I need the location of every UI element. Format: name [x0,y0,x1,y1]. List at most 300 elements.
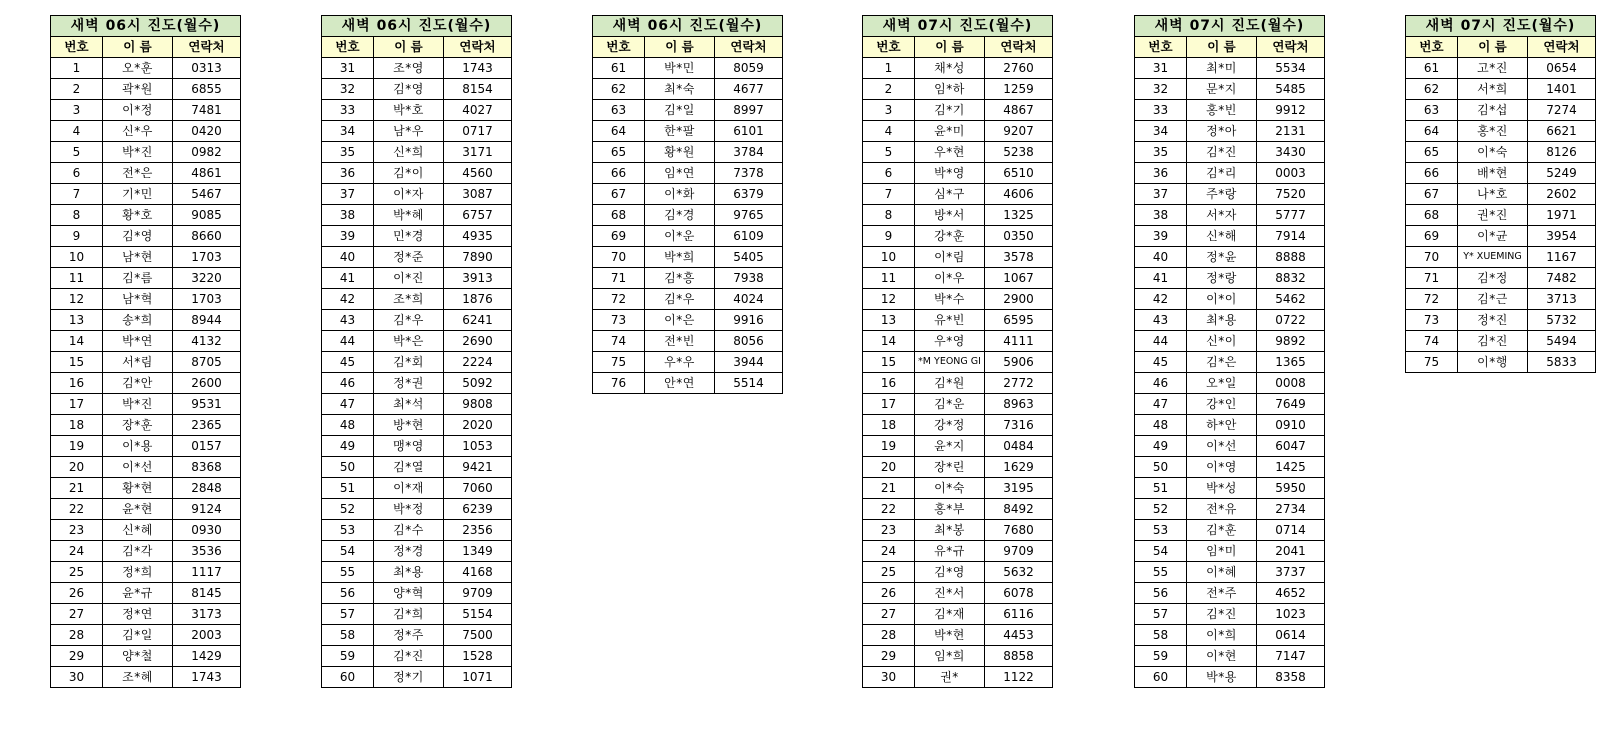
row-name: 최*용 [374,562,444,583]
row-name: 박*혜 [374,205,444,226]
table-row [1406,331,1596,352]
row-name: 김*경 [645,205,715,226]
row-number: 60 [1135,667,1187,688]
table-row [1135,583,1325,604]
table-row [51,541,241,562]
row-number: 17 [51,394,103,415]
row-contact: 5238 [985,142,1053,163]
row-contact: 9085 [173,205,241,226]
row-number: 62 [1406,79,1458,100]
table-row [51,142,241,163]
row-name: 서*자 [1187,205,1257,226]
row-name: 김*리 [1187,163,1257,184]
row-number: 62 [593,79,645,100]
table-row [1406,100,1596,121]
row-number: 70 [593,247,645,268]
table-row [863,142,1053,163]
row-contact: 8145 [173,583,241,604]
row-number: 8 [51,205,103,226]
row-name: 김*일 [645,100,715,121]
row-name: 방*서 [915,205,985,226]
row-number: 76 [593,373,645,394]
table-row [863,268,1053,289]
column-header-contact: 연락처 [444,37,512,58]
table-row [593,142,783,163]
table-row [51,205,241,226]
row-number: 30 [51,667,103,688]
table-row [1135,352,1325,373]
row-contact: 4027 [444,100,512,121]
table-row [322,58,512,79]
row-contact: 4560 [444,163,512,184]
row-name: 전*주 [1187,583,1257,604]
row-name: 강*인 [1187,394,1257,415]
table-row [322,646,512,667]
row-name: 김*진 [374,646,444,667]
row-contact: 3784 [715,142,783,163]
row-number: 58 [322,625,374,646]
row-number: 60 [322,667,374,688]
table-row [1135,373,1325,394]
row-name: 한*팔 [645,121,715,142]
row-number: 28 [51,625,103,646]
row-number: 50 [322,457,374,478]
row-contact: 2600 [173,373,241,394]
table-row [51,247,241,268]
row-name: 신*혜 [103,520,173,541]
row-number: 59 [1135,646,1187,667]
column-header-number: 번호 [1135,37,1187,58]
row-name: 황*호 [103,205,173,226]
row-name: 오*훈 [103,58,173,79]
table-row [863,478,1053,499]
row-number: 56 [322,583,374,604]
row-name: 이*선 [103,457,173,478]
row-contact: 8944 [173,310,241,331]
table-row [863,457,1053,478]
row-number: 71 [1406,268,1458,289]
table-row [322,625,512,646]
table-row [863,205,1053,226]
row-contact: 3220 [173,268,241,289]
table-row [863,100,1053,121]
row-contact: 6510 [985,163,1053,184]
row-number: 36 [1135,163,1187,184]
row-name: 이*선 [1187,436,1257,457]
row-number: 46 [322,373,374,394]
row-contact: 8858 [985,646,1053,667]
table-row [322,499,512,520]
row-number: 45 [1135,352,1187,373]
table-row [51,646,241,667]
table-row [322,163,512,184]
column-header-contact: 연락처 [985,37,1053,58]
roster-table [1134,15,1325,688]
table-row [863,499,1053,520]
row-contact: 9808 [444,394,512,415]
row-number: 3 [863,100,915,121]
row-number: 68 [1406,205,1458,226]
row-contact: 6595 [985,310,1053,331]
row-contact: 3944 [715,352,783,373]
table-row [322,562,512,583]
row-number: 1 [51,58,103,79]
row-name: 김*회 [374,352,444,373]
table-row [322,184,512,205]
row-name: 이*영 [1187,457,1257,478]
row-name: 정*주 [374,625,444,646]
row-name: 이*운 [645,226,715,247]
row-number: 4 [51,121,103,142]
row-number: 18 [51,415,103,436]
table-row [322,268,512,289]
row-number: 68 [593,205,645,226]
row-name: 전*빈 [645,331,715,352]
row-name: 곽*원 [103,79,173,100]
row-contact: 9709 [444,583,512,604]
column-header-number: 번호 [51,37,103,58]
row-number: 74 [1406,331,1458,352]
row-number: 51 [1135,478,1187,499]
row-name: 조*희 [374,289,444,310]
row-contact: 3913 [444,268,512,289]
row-name: 박*정 [374,499,444,520]
row-number: 49 [322,436,374,457]
row-contact: 1067 [985,268,1053,289]
row-name: 김*우 [645,289,715,310]
row-contact: 5833 [1528,352,1596,373]
row-contact: 4168 [444,562,512,583]
table-row [322,205,512,226]
row-name: 이*진 [374,268,444,289]
row-number: 11 [863,268,915,289]
row-number: 1 [863,58,915,79]
row-name: 강*훈 [915,226,985,247]
row-contact: 6757 [444,205,512,226]
roster-table [1405,15,1596,373]
row-number: 44 [1135,331,1187,352]
row-number: 36 [322,163,374,184]
row-contact: 1325 [985,205,1053,226]
column-header-row [51,37,241,58]
row-contact: 6116 [985,604,1053,625]
row-contact: 1971 [1528,205,1596,226]
column-header-name: 이 름 [645,37,715,58]
row-contact: 4867 [985,100,1053,121]
row-name: 김*수 [374,520,444,541]
row-number: 33 [1135,100,1187,121]
row-name: 김*원 [915,373,985,394]
row-contact: 3713 [1528,289,1596,310]
row-number: 55 [322,562,374,583]
row-number: 42 [322,289,374,310]
table-row [1135,205,1325,226]
row-number: 51 [322,478,374,499]
row-number: 37 [1135,184,1187,205]
row-name: 박*민 [645,58,715,79]
row-name: 김*진 [1187,604,1257,625]
row-name: 권* [915,667,985,688]
row-name: 임*하 [915,79,985,100]
table-row [51,436,241,457]
table-row [1406,163,1596,184]
row-contact: 5494 [1528,331,1596,352]
row-number: 12 [51,289,103,310]
row-contact: 1365 [1257,352,1325,373]
row-contact: 7060 [444,478,512,499]
row-name: 이*림 [915,247,985,268]
row-contact: 8059 [715,58,783,79]
row-contact: 6239 [444,499,512,520]
table-row [51,604,241,625]
row-contact: 0420 [173,121,241,142]
row-number: 19 [51,436,103,457]
table-row [863,394,1053,415]
row-name: 박*영 [915,163,985,184]
table-row [593,121,783,142]
row-contact: 8126 [1528,142,1596,163]
row-contact: 5467 [173,184,241,205]
column-header-name: 이 름 [1458,37,1528,58]
row-name: 김*진 [1187,142,1257,163]
row-contact: 3737 [1257,562,1325,583]
table-row [51,667,241,688]
row-name: 김*열 [374,457,444,478]
row-contact: 1743 [173,667,241,688]
row-number: 31 [1135,58,1187,79]
table-row [1406,226,1596,247]
row-contact: 1053 [444,436,512,457]
row-number: 53 [322,520,374,541]
row-contact: 1122 [985,667,1053,688]
row-contact: 0614 [1257,625,1325,646]
row-name: 이*희 [1187,625,1257,646]
row-contact: 5092 [444,373,512,394]
row-number: 59 [322,646,374,667]
table-row [1135,268,1325,289]
table-row [863,604,1053,625]
row-contact: 4111 [985,331,1053,352]
row-name: 우*우 [645,352,715,373]
row-name: 박*수 [915,289,985,310]
row-contact: 6241 [444,310,512,331]
table-row [51,394,241,415]
row-contact: 5249 [1528,163,1596,184]
table-title-row [51,16,241,37]
row-number: 61 [1406,58,1458,79]
row-contact: 0654 [1528,58,1596,79]
row-contact: 0910 [1257,415,1325,436]
row-name: 송*희 [103,310,173,331]
row-contact: 4453 [985,625,1053,646]
row-contact: 5632 [985,562,1053,583]
row-number: 31 [322,58,374,79]
table-row [863,667,1053,688]
table-row [51,268,241,289]
table-row [322,352,512,373]
table-row [51,121,241,142]
table-row [322,142,512,163]
row-contact: 2900 [985,289,1053,310]
row-number: 63 [1406,100,1458,121]
table-row [863,520,1053,541]
row-contact: 4606 [985,184,1053,205]
row-name: 신*희 [374,142,444,163]
table-row [1135,184,1325,205]
row-name: 황*현 [103,478,173,499]
row-number: 23 [51,520,103,541]
row-contact: 2760 [985,58,1053,79]
row-contact: 4132 [173,331,241,352]
column-header-number: 번호 [593,37,645,58]
row-contact: 1023 [1257,604,1325,625]
row-name: 채*성 [915,58,985,79]
row-contact: 0350 [985,226,1053,247]
row-number: 66 [593,163,645,184]
row-number: 20 [51,457,103,478]
row-number: 12 [863,289,915,310]
table-row [1135,79,1325,100]
row-contact: 1703 [173,247,241,268]
row-contact: 9916 [715,310,783,331]
table-row [1406,205,1596,226]
table-row [1135,541,1325,562]
row-contact: 8660 [173,226,241,247]
row-contact: 2131 [1257,121,1325,142]
row-number: 67 [1406,184,1458,205]
row-number: 57 [1135,604,1187,625]
row-name: 전*유 [1187,499,1257,520]
table-row [322,604,512,625]
row-number: 71 [593,268,645,289]
row-number: 3 [51,100,103,121]
row-number: 45 [322,352,374,373]
table-title: 새벽 07시 진도(월수) [1135,16,1325,37]
row-number: 73 [1406,310,1458,331]
row-contact: 5950 [1257,478,1325,499]
table-row [593,310,783,331]
table-row [863,562,1053,583]
row-name: 나*호 [1458,184,1528,205]
row-name: 유*빈 [915,310,985,331]
table-row [1406,79,1596,100]
row-number: 54 [322,541,374,562]
table-row [51,58,241,79]
row-name: 홍*부 [915,499,985,520]
row-number: 66 [1406,163,1458,184]
table-row [1135,310,1325,331]
row-contact: 4652 [1257,583,1325,604]
table-row [51,100,241,121]
table-title-row [322,16,512,37]
row-number: 64 [1406,121,1458,142]
table-row [51,226,241,247]
row-number: 2 [863,79,915,100]
row-name: 김*정 [1458,268,1528,289]
row-contact: 5777 [1257,205,1325,226]
table-row [322,226,512,247]
row-contact: 1743 [444,58,512,79]
roster-table [862,15,1053,688]
row-number: 48 [1135,415,1187,436]
row-contact: 1425 [1257,457,1325,478]
row-contact: 6078 [985,583,1053,604]
row-contact: 1629 [985,457,1053,478]
row-name: 방*현 [374,415,444,436]
table-row [593,247,783,268]
column-header-row [593,37,783,58]
row-number: 8 [863,205,915,226]
table-row [322,331,512,352]
row-number: 70 [1406,247,1458,268]
row-number: 26 [863,583,915,604]
roster-table [592,15,783,394]
row-number: 53 [1135,520,1187,541]
table-row [1135,226,1325,247]
row-name: 윤*규 [103,583,173,604]
table-row [322,520,512,541]
table-row [322,667,512,688]
row-name: 박*은 [374,331,444,352]
table-row [1135,499,1325,520]
row-number: 10 [51,247,103,268]
row-name: 김*일 [103,625,173,646]
row-name: 맹*영 [374,436,444,457]
row-number: 73 [593,310,645,331]
table-row [322,373,512,394]
row-name: 김*영 [103,226,173,247]
row-name: 윤*미 [915,121,985,142]
row-name: 고*진 [1458,58,1528,79]
table-row [863,226,1053,247]
table-row [51,478,241,499]
row-contact: 5534 [1257,58,1325,79]
row-name: 신*해 [1187,226,1257,247]
table-row [322,310,512,331]
table-title-row [1406,16,1596,37]
table-row [51,373,241,394]
row-number: 52 [1135,499,1187,520]
table-row [863,247,1053,268]
row-name: 정*준 [374,247,444,268]
row-name: 정*권 [374,373,444,394]
row-number: 5 [863,142,915,163]
row-contact: 8832 [1257,268,1325,289]
row-name: 정*아 [1187,121,1257,142]
row-contact: 3171 [444,142,512,163]
table-row [51,163,241,184]
row-contact: 0003 [1257,163,1325,184]
row-name: 이*숙 [1458,142,1528,163]
row-contact: 9892 [1257,331,1325,352]
row-number: 6 [51,163,103,184]
row-contact: 4861 [173,163,241,184]
row-number: 34 [1135,121,1187,142]
table-title-row [593,16,783,37]
table-row [1135,562,1325,583]
row-number: 7 [863,184,915,205]
row-contact: 4024 [715,289,783,310]
row-contact: 1349 [444,541,512,562]
table-row [1406,268,1596,289]
row-contact: 1071 [444,667,512,688]
row-contact: 6101 [715,121,783,142]
row-name: 유*규 [915,541,985,562]
row-name: 정*기 [374,667,444,688]
row-number: 32 [1135,79,1187,100]
row-number: 22 [51,499,103,520]
row-number: 52 [322,499,374,520]
